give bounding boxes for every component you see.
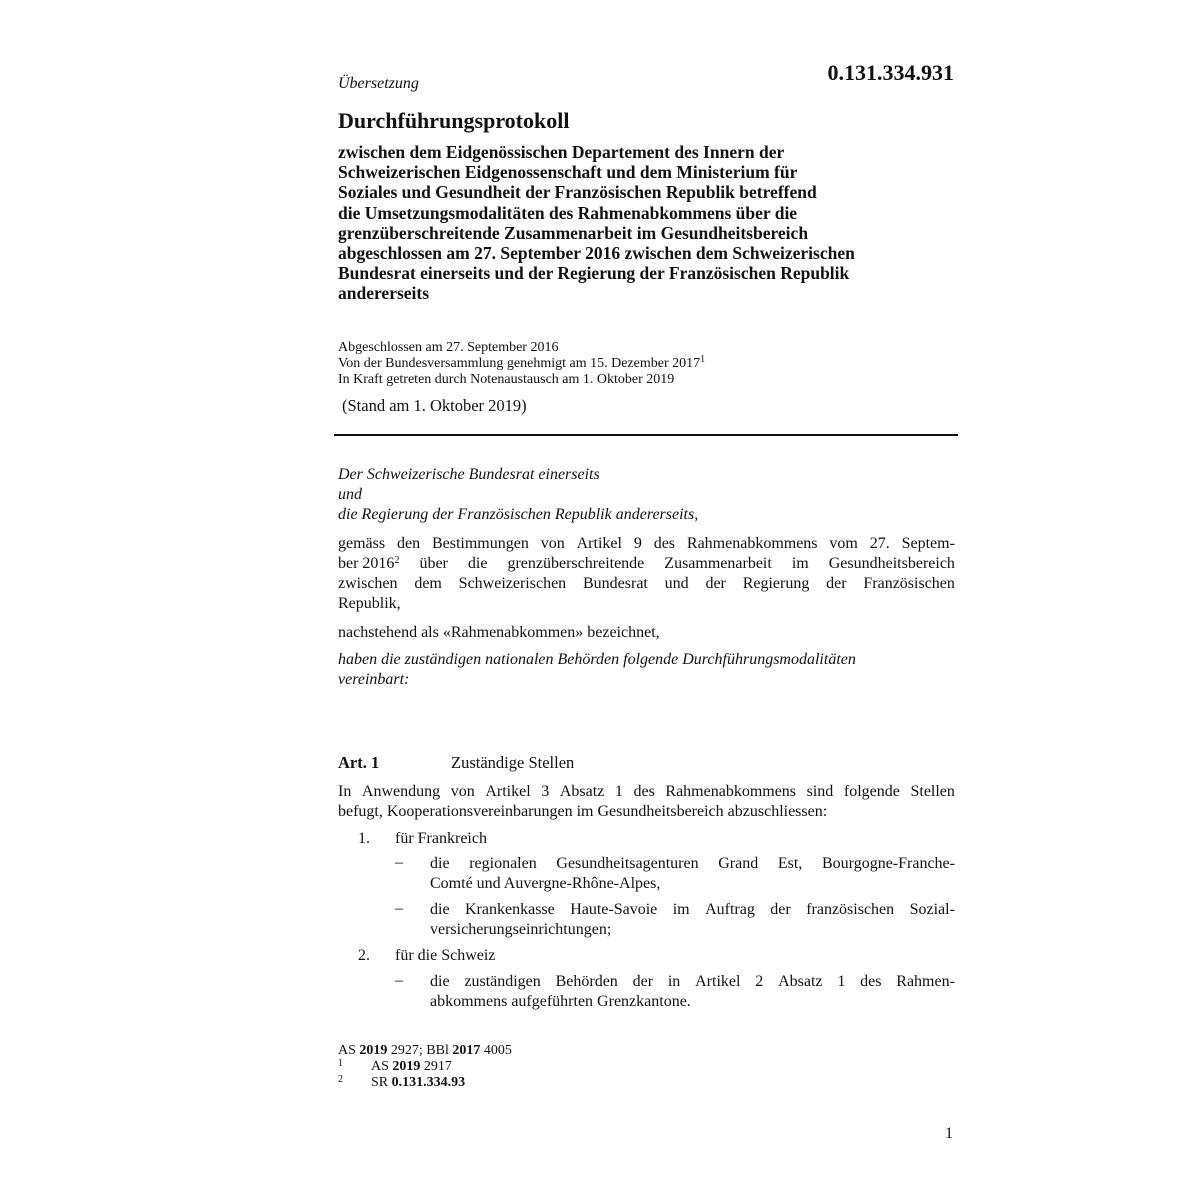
justified-line [338, 574, 955, 594]
fn-sr-number: 0.131.334.93 [391, 1075, 466, 1090]
list-label: für Frankreich [395, 830, 487, 847]
word: 3 [541, 783, 550, 800]
word: der [770, 901, 791, 918]
word: die [430, 973, 450, 990]
sr-number: 0.131.334.931 [827, 60, 954, 85]
source-prefix: AS [338, 1043, 356, 1058]
subtitle-line: Bundesrat einerseits und der Regierung der Französischen Republik [338, 263, 850, 284]
word: Grand [718, 855, 759, 872]
dash-bullet: – [395, 972, 403, 989]
dash-bullet: – [395, 900, 403, 917]
in-force-date: In Kraft getreten durch Notenaustausch am 1. Oktober 2019 [338, 372, 675, 387]
justified-line [338, 554, 955, 574]
source-reference [338, 1043, 512, 1059]
word: französischen [806, 901, 895, 918]
document-subtitle [338, 142, 978, 304]
preamble-named [338, 623, 955, 643]
text-line: befugt, Kooperationsvereinbarungen im Gesundheitsbereich abzuschliessen: [338, 803, 828, 820]
article-number: Art. 1 [338, 753, 380, 772]
word: im [791, 555, 809, 572]
word: regionalen [469, 855, 537, 872]
fn-year: 2019 [392, 1059, 421, 1074]
word: Behörden [555, 973, 618, 990]
word: 1 [614, 783, 623, 800]
document-meta [338, 340, 705, 388]
subtitle-line: abgeschlossen am 27. September 2016 zwischen dem Schweizerischen [338, 243, 855, 264]
word: vom [829, 535, 858, 552]
word: und [664, 575, 689, 592]
subtitle-line: Schweizerischen Eidgenossenschaft und dem Ministerium für [338, 162, 798, 183]
word: im [672, 901, 690, 918]
word: Französischen [863, 575, 955, 592]
party-2: die Regierung der Französischen Republik andererseits, [338, 506, 699, 523]
word: ber 2016 [338, 555, 395, 572]
fn-prefix: SR [371, 1075, 389, 1090]
word: von [540, 535, 565, 552]
text-line: Comté und Auvergne-Rhône-Alpes, [430, 875, 661, 892]
concluded-date: Abgeschlossen am 27. September 2016 [338, 340, 559, 355]
source-year: 2019 [359, 1043, 388, 1058]
word-with-footnote [338, 554, 399, 574]
status-date: (Stand am 1. Oktober 2019) [342, 396, 527, 415]
fn-page: 2917 [423, 1059, 452, 1074]
article-intro [338, 782, 955, 822]
fn-prefix: AS [371, 1059, 389, 1074]
word: Krankenkasse [465, 901, 555, 918]
footnote-marker: 1 [338, 1058, 343, 1069]
word: den [396, 535, 421, 552]
word: Haute-Savoie [570, 901, 658, 918]
word: der [705, 575, 726, 592]
word: die [430, 855, 450, 872]
word: Zusammenarbeit [664, 555, 772, 572]
word: Regierung [742, 575, 810, 592]
word: folgende [843, 783, 900, 800]
subtitle-line: zwischen dem Eidgenössischen Departement des Innern der [338, 142, 785, 162]
justified-line [338, 782, 955, 802]
bbl-page: 4005 [483, 1043, 512, 1058]
word: Gesundheitsbereich [828, 555, 955, 572]
conjunction: und [338, 486, 362, 503]
word: Bourgogne-Franche- [821, 855, 955, 872]
footnote-marker: 2 [338, 1074, 343, 1085]
word: dem [414, 575, 442, 592]
text-line: Republik, [338, 595, 401, 612]
text-line: vereinbart: [338, 671, 410, 688]
word: Artikel [576, 535, 622, 552]
list-subitem [430, 854, 955, 894]
footnote-1 [338, 1059, 512, 1075]
source-page: 2927; BBl [390, 1043, 449, 1058]
document-title: Durchführungsprotokoll [338, 108, 570, 133]
word: in [667, 973, 681, 990]
footnote-text [371, 1075, 465, 1091]
list-number: 1. [358, 830, 370, 847]
word: Artikel [485, 783, 531, 800]
preamble-agreed [338, 650, 955, 690]
header-divider [334, 434, 958, 436]
approval-text: Von der Bundesversammlung genehmigt am 15. Dezember 2017 [338, 356, 701, 371]
word: zwischen [338, 575, 398, 592]
text-line: haben die zuständigen nationalen Behörden folgende Durchführungsmodalitäten [338, 651, 856, 668]
subtitle-line: grenzüberschreitende Zusammenarbeit im Gesundheitsbereich [338, 222, 809, 243]
word: des [860, 973, 882, 990]
list-subitem [430, 972, 955, 1012]
text-line: abkommens aufgeführten Grenzkantone. [430, 993, 691, 1010]
list-subitem [430, 900, 955, 940]
word: 27. [869, 535, 890, 552]
subtitle-line: andererseits [338, 283, 430, 304]
word: Rahmen- [896, 973, 955, 990]
approval-date [338, 356, 705, 372]
word: Absatz [559, 783, 605, 800]
page-number: 1 [945, 1125, 953, 1142]
word: Artikel [695, 973, 741, 990]
word: Anwendung [361, 783, 441, 800]
subtitle-line: Soziales und Gesundheit der Französischen Republik betreffend [338, 182, 817, 203]
subtitle-line: die Umsetzungsmodalitäten des Rahmenabkommens über die [338, 202, 798, 223]
word: des [653, 535, 676, 552]
word: der [826, 575, 847, 592]
word: Rahmenabkommens [686, 535, 818, 552]
article-title: Zuständige Stellen [451, 753, 575, 772]
preamble-provisions [338, 534, 955, 614]
word: In [338, 783, 352, 800]
text-line: nachstehend als «Rahmenabkommen» bezeichnet, [338, 624, 660, 641]
justified-line [430, 972, 955, 992]
word: grenzüberschreitende [507, 555, 645, 572]
justified-line [430, 900, 955, 920]
word: Stellen [910, 783, 955, 800]
word: 1 [837, 973, 846, 990]
footnote-text [371, 1059, 452, 1075]
word: Septem- [901, 535, 955, 552]
word: zuständigen [464, 973, 541, 990]
word: gemäss [338, 535, 386, 552]
word: Schweizerischen [458, 575, 567, 592]
dash-bullet: – [395, 854, 403, 871]
word: über [419, 555, 448, 572]
party-1: Der Schweizerische Bundesrat einerseits [338, 466, 600, 483]
preamble-parties [338, 465, 955, 525]
translation-label: Übersetzung [338, 75, 419, 92]
word: Est, [777, 855, 803, 872]
word: Gesundheitsagenturen [556, 855, 699, 872]
word: Rahmenabkommens [665, 783, 797, 800]
footnotes [338, 1043, 512, 1091]
word: Sozial- [909, 901, 955, 918]
list-number: 2. [358, 947, 370, 964]
word: sind [806, 783, 834, 800]
word: von [450, 783, 475, 800]
word: des [633, 783, 655, 800]
bbl-year: 2017 [452, 1043, 481, 1058]
text-line: versicherungseinrichtungen; [430, 921, 612, 938]
word: Absatz [778, 973, 823, 990]
justified-line [338, 534, 955, 554]
footnote-ref[interactable]: 1 [700, 354, 706, 365]
word: die [467, 555, 488, 572]
justified-line [430, 854, 955, 874]
footnote-2 [338, 1075, 512, 1091]
word: 9 [633, 535, 642, 552]
word: Bestimmungen [431, 535, 529, 552]
article-heading [338, 753, 955, 773]
word: 2 [755, 973, 764, 990]
footnote-ref[interactable]: 2 [394, 555, 400, 566]
list-label: für die Schweiz [395, 947, 496, 964]
word: Bundesrat [582, 575, 648, 592]
word: Auftrag [705, 901, 755, 918]
word: der [632, 973, 654, 990]
word: die [430, 901, 450, 918]
